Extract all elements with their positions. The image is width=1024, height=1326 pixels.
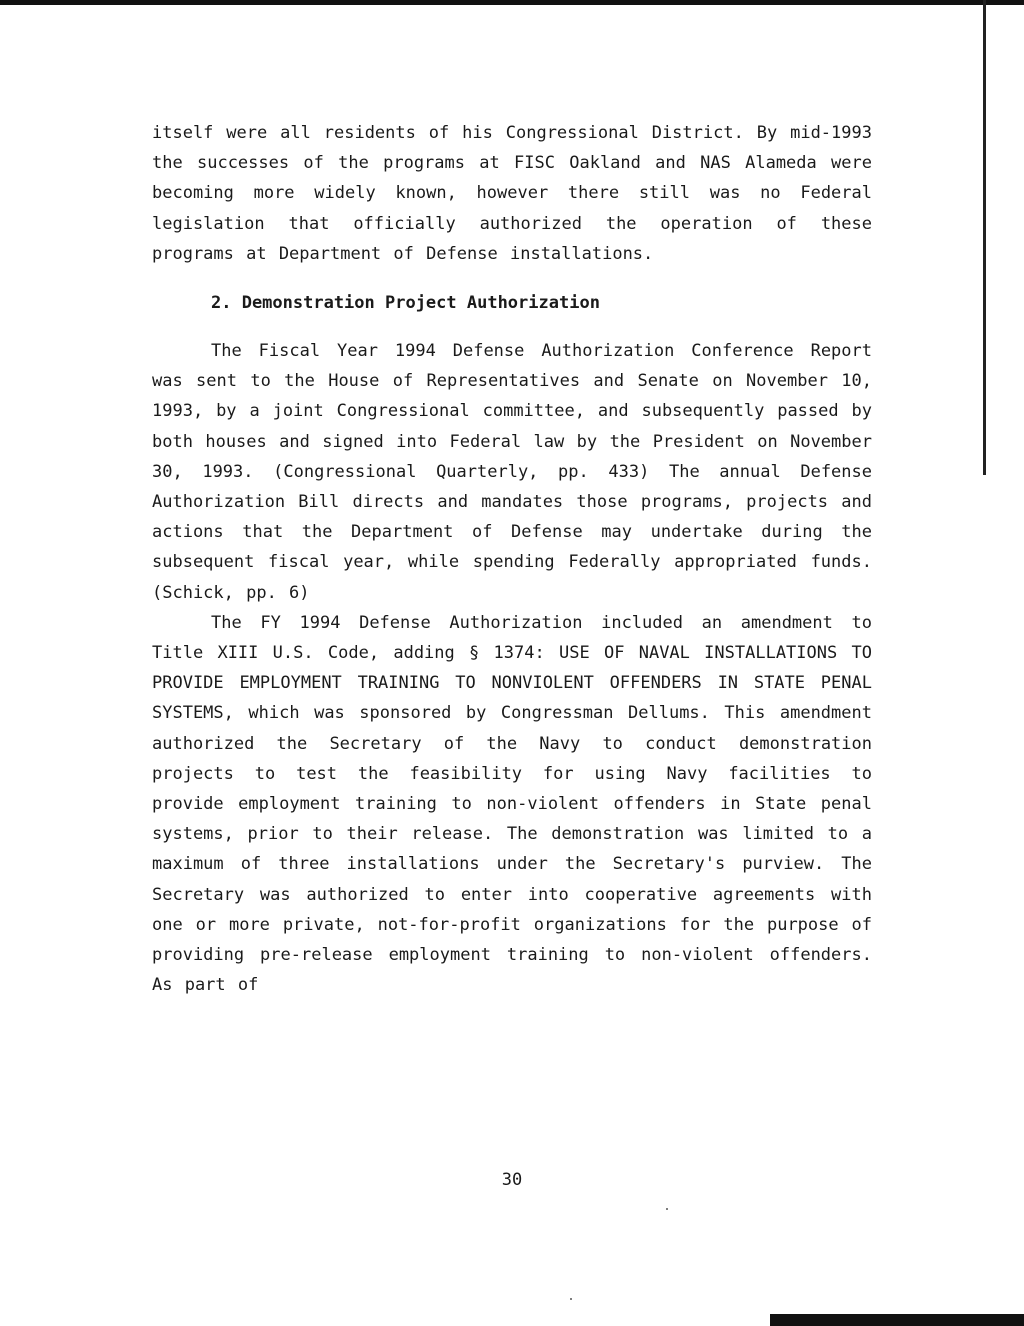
page-number: 30 (501, 1170, 523, 1190)
scan-bottom-edge (770, 1314, 1024, 1326)
scan-right-edge (983, 0, 986, 475)
scan-top-edge (0, 0, 1024, 5)
paragraph-amendment: The FY 1994 Defense Authorization included an amendment to Title XIII U.S. Code, adding § 1374: USE OF NAVAL INSTALLATIONS TO PROVIDE EMPLOYMENT TRAINING TO NONVIOLENT OFFENDERS IN STATE PENAL SYSTEMS, which was sponsored by Congressman Dellums. This amendment authorized the Secretary of the Navy to conduct demonstration projects to test the feasibility for using Navy facilities to provide employment training to non-violent offenders in State penal systems, prior to their release. The demonstration was limited to a maximum of three installations under the Secretary's purview. The Secretary was authorized to enter into cooperative agreements with one or more private, not-for-profit organizations for the purpose of providing pre-release employment training to non-violent offenders. As part of (152, 612, 872, 996)
paragraph-authorization-report: The Fiscal Year 1994 Defense Authorization Conference Report was sent to the House of Representatives and Senate on November 10, 1993, by a joint Congressional committee, and subsequently passed by both houses and signed into Federal law by the President on November 30, 1993. (Congressional Quarterly, pp. 433) The annual Defense Authorization Bill directs and mandates those programs, projects and actions that the Department of Defense may undertake during the subsequent fiscal year, while spending Federally appropriated funds. (Schick, pp. 6) (152, 341, 872, 603)
paragraph-continuation: itself were all residents of his Congressional District. By mid-1993 the successes of the programs at FISC Oakland and NAS Alameda were becoming more widely known, however there still was no Federal legislation that officially authorized the operation of these programs at Department of Defense installations. (152, 123, 872, 264)
document-body (152, 118, 872, 1000)
section-heading: 2. Demonstration Project Authorization (211, 293, 600, 314)
scan-speck (666, 1208, 668, 1210)
scan-speck (570, 1298, 572, 1300)
